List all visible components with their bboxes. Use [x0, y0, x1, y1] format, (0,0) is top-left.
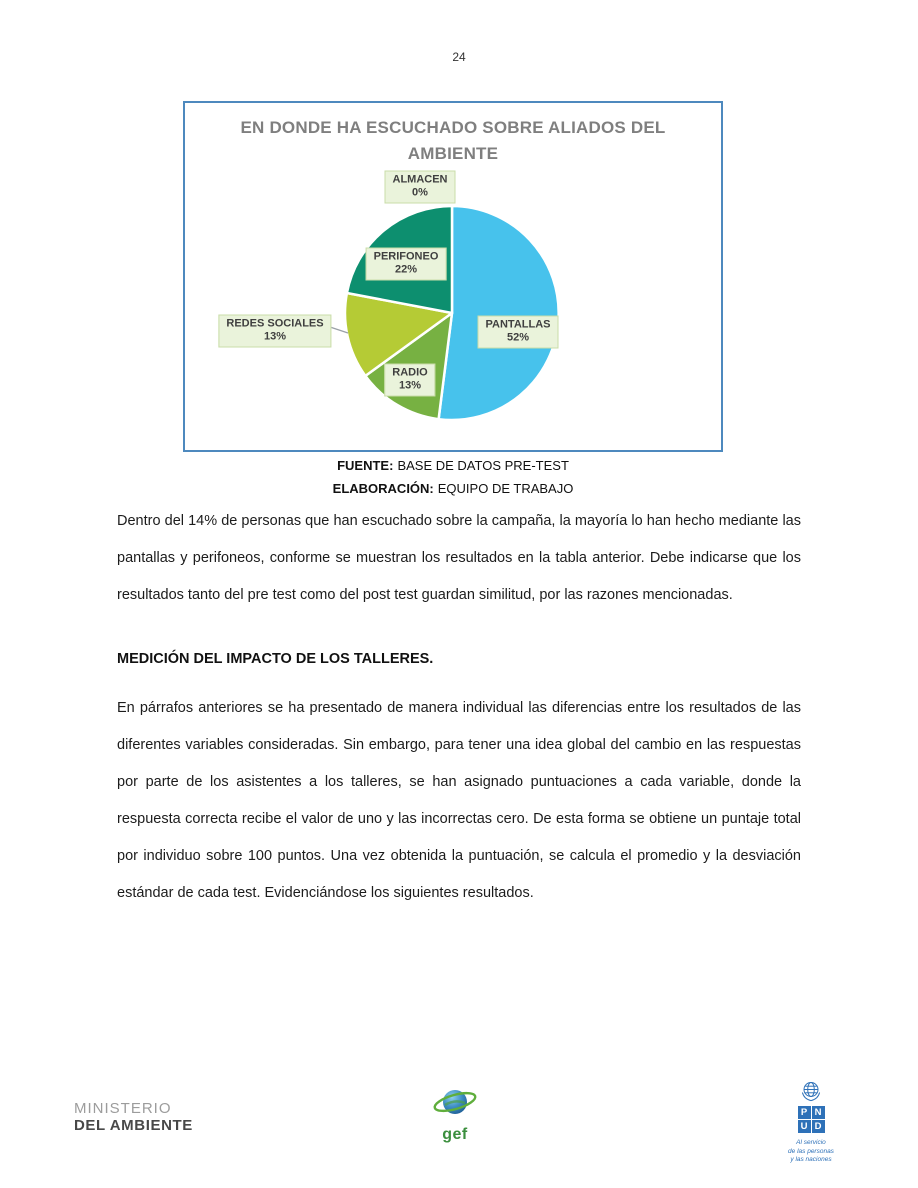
- pnud-tile-p: P: [798, 1106, 811, 1119]
- slice-label-pct: 22%: [394, 263, 418, 276]
- caption-elaboracion-value: EQUIPO DE TRABAJO: [437, 481, 574, 496]
- gef-globe-icon: [431, 1086, 479, 1124]
- pnud-tagline: [788, 1139, 834, 1165]
- slice-label-pantallas: [478, 316, 559, 349]
- slice-label-pct: 13%: [398, 379, 422, 392]
- slice-label-radio: [384, 364, 435, 397]
- paragraph-1: Dentro del 14% de personas que han escuchado sobre la campaña, la mayoría lo han hecho mediante las pantallas y perifoneos, conforme se muestran los resultados en la tabla anterior. Debe indicarse que los resultados tanto del pre test como del post test guardan similitud, por las razones mencionadas.: [117, 513, 801, 603]
- caption-fuente: [183, 454, 723, 477]
- slice-label-perifoneo: [366, 248, 447, 281]
- pnud-logo: [788, 1080, 834, 1165]
- un-emblem-icon: [799, 1080, 823, 1103]
- pnud-letter-tiles: [798, 1106, 825, 1133]
- pnud-tile-u: U: [798, 1120, 811, 1133]
- pnud-tagline-line1: Al servicio: [796, 1139, 826, 1146]
- pie-slice-pantallas: [439, 206, 559, 420]
- chart-caption: [183, 454, 723, 500]
- caption-fuente-value: BASE DE DATOS PRE-TEST: [397, 458, 569, 473]
- gef-logo: [415, 1086, 495, 1144]
- slice-label-text: REDES SOCIALES: [226, 317, 324, 330]
- caption-fuente-label: FUENTE:: [337, 458, 394, 473]
- slice-label-pct: 13%: [263, 330, 287, 343]
- ministerio-logo-line2: DEL AMBIENTE: [74, 1117, 193, 1134]
- slice-label-redes-sociales: [218, 315, 331, 348]
- slice-label-text: RADIO: [392, 366, 428, 379]
- slice-label-text: ALMACEN: [392, 173, 448, 186]
- pie-chart: [185, 103, 721, 450]
- page-number: 24: [452, 50, 466, 64]
- pnud-tagline-line3: y las naciones: [790, 1156, 832, 1163]
- slice-label-pct: 0%: [412, 186, 428, 199]
- ministerio-logo-line1: MINISTERIO: [74, 1100, 172, 1117]
- gef-wordmark: gef: [442, 1126, 468, 1143]
- chart-title: EN DONDE HA ESCUCHADO SOBRE ALIADOS DEL AMBIENTE: [240, 118, 666, 163]
- paragraph-2: En párrafos anteriores se ha presentado de manera individual las diferencias entre los resultados de las diferentes variables consideradas. Sin embargo, para tener una idea global del cambio en las respuestas por parte de los asistentes a los talleres, se han asignado puntuaciones a cada variable, donde la respuesta correcta recibe el valor de uno y las incorrectas cero. De esta forma se obtiene un puntaje total por individuo sobre 100 puntos. Una vez obtenida la puntuación, se calcula el promedio y la desviación estándar de cada test. Evidenciándose los siguientes resultados.: [117, 700, 801, 901]
- chart-frame: [183, 101, 723, 452]
- ministerio-ambiente-logo: [74, 1100, 193, 1134]
- slice-label-almacen: [385, 171, 456, 204]
- slice-label-text: PANTALLAS: [485, 318, 551, 331]
- pnud-tagline-line2: de las personas: [788, 1147, 834, 1155]
- section-heading: MEDICIÓN DEL IMPACTO DE LOS TALLERES.: [117, 651, 434, 667]
- slice-label-pct: 52%: [506, 331, 530, 344]
- caption-elaboracion: [183, 477, 723, 500]
- caption-elaboracion-label: ELABORACIÓN:: [332, 481, 434, 496]
- slice-label-text: PERIFONEO: [373, 250, 439, 263]
- pnud-tile-d: D: [812, 1120, 825, 1133]
- pnud-tile-n: N: [812, 1106, 825, 1119]
